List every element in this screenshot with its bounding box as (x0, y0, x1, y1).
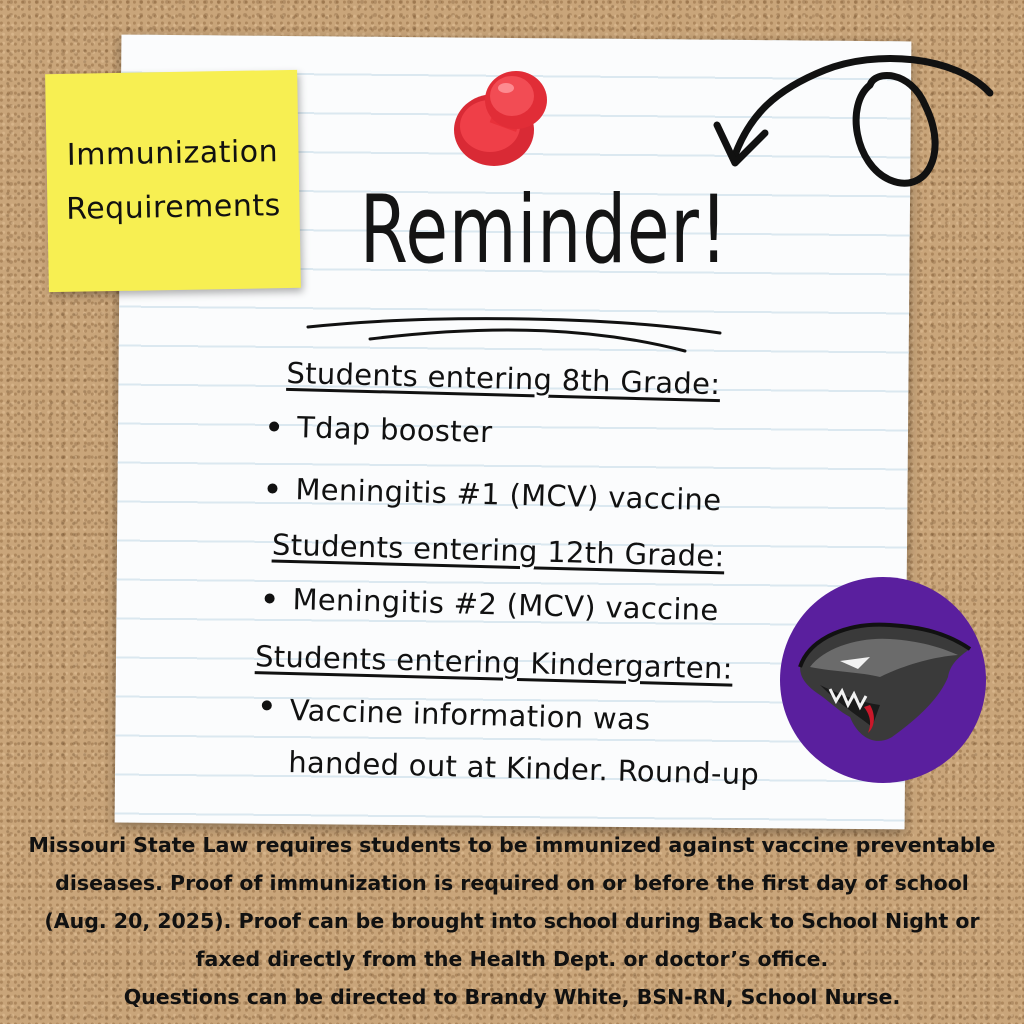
footer-line-2: diseases. Proof of immunization is required on or before the first day of school (55, 871, 969, 895)
requirements-list (244, 355, 785, 801)
footer-line-4: faxed directly from the Health Dept. or doctor’s office. (195, 947, 829, 971)
section-heading-kindergarten: Students entering Kindergarten: (254, 639, 734, 686)
push-pin-icon (450, 68, 560, 178)
footer-line-3: (Aug. 20, 2025). Proof can be brought into school during Back to School Night or (44, 909, 980, 933)
footer-notice (10, 826, 1014, 1016)
section-heading-12th-grade: Students entering 12th Grade: (271, 527, 726, 574)
title-underline (300, 315, 730, 360)
section-heading-8th-grade: Students entering 8th Grade: (286, 355, 721, 402)
list-item-line-2: handed out at Kinder. Round-up (287, 745, 760, 792)
list-item (244, 679, 777, 801)
panther-logo (780, 577, 986, 783)
page-title: Reminder! (359, 176, 729, 285)
list-item: Meningitis #1 (MCV) vaccine (251, 457, 782, 533)
footer-line-5: Questions can be directed to Brandy White, BSN-RN, School Nurse. (123, 985, 901, 1009)
sticky-note-line-2: Requirements (65, 188, 282, 227)
panther-head-icon (780, 577, 986, 783)
list-item: Tdap booster (252, 395, 783, 471)
curved-arrow-icon (705, 45, 1005, 205)
list-item-line-1: Vaccine information was (289, 693, 651, 737)
sticky-note-line-1: Immunization (66, 134, 279, 173)
list-item: Meningitis #2 (MCV) vaccine (248, 567, 779, 643)
footer-line-1: Missouri State Law requires students to be immunized against vaccine preventable (28, 833, 996, 857)
sticky-note (45, 70, 301, 292)
